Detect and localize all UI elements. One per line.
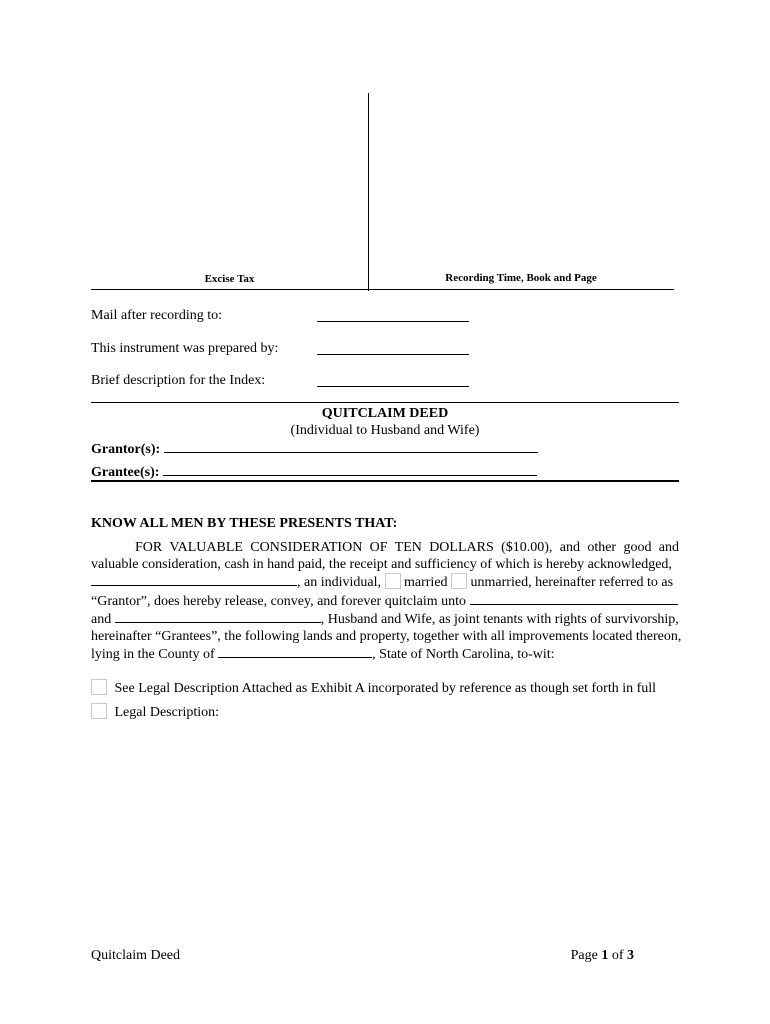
body-line-1: FOR VALUABLE CONSIDERATION OF TEN DOLLARS ($10.00), and other good and <box>135 540 679 555</box>
body-line-7 <box>91 645 679 664</box>
deed-subtitle: (Individual to Husband and Wife) <box>290 423 480 438</box>
index-blank[interactable] <box>317 386 469 387</box>
index-label: Brief description for the Index: <box>91 373 266 388</box>
grantor-blank[interactable] <box>164 440 538 453</box>
excise-tax-label: Excise Tax <box>204 273 255 285</box>
quitclaim-text: “Grantor”, does hereby release, convey, and forever quitclaim unto <box>91 593 466 609</box>
state-text: , State of North Carolina, to-wit: <box>372 647 555 662</box>
body-heading: KNOW ALL MEN BY THESE PRESENTS THAT: <box>91 516 398 531</box>
header-rule-left <box>91 289 369 290</box>
parties-rule <box>91 480 679 482</box>
grantee-2-blank[interactable] <box>115 610 321 623</box>
grantor-name-blank[interactable] <box>91 573 297 586</box>
header-divider <box>368 93 369 291</box>
exhibit-checkbox[interactable] <box>91 679 107 695</box>
body-paragraph <box>91 540 682 664</box>
body-line-5 <box>91 610 679 629</box>
married-checkbox[interactable] <box>385 573 401 589</box>
mail-blank[interactable] <box>317 321 469 322</box>
exhibit-text: See Legal Description Attached as Exhibit A incorporated by reference as though set forth in full <box>114 681 657 696</box>
prepared-label: This instrument was prepared by: <box>91 341 279 356</box>
exhibit-option <box>91 679 656 697</box>
recording-label: Recording Time, Book and Page <box>445 272 597 284</box>
page-prefix: Page <box>570 948 598 963</box>
grantee-row <box>91 463 537 481</box>
grantee-blank[interactable] <box>163 463 537 476</box>
legal-checkbox[interactable] <box>91 703 107 719</box>
married-text: married <box>404 575 448 590</box>
prepared-blank[interactable] <box>317 354 469 355</box>
unmarried-checkbox[interactable] <box>451 573 467 589</box>
section-rule <box>91 402 679 403</box>
grantor-label: Grantor(s): <box>91 442 161 457</box>
page-total: 3 <box>627 948 634 963</box>
body-line-2: valuable consideration, cash in hand paid, the receipt and sufficiency of which is hereby acknowledged, <box>91 556 672 572</box>
unmarried-text: unmarried, hereinafter referred to as <box>470 575 674 590</box>
page-number <box>571 948 634 964</box>
and-text: and <box>91 612 112 627</box>
body-line-3 <box>91 573 679 592</box>
header-rule-right <box>368 289 674 290</box>
grantee-1-blank[interactable] <box>470 592 678 605</box>
deed-title: QUITCLAIM DEED <box>321 406 449 421</box>
legal-option <box>91 703 219 721</box>
legal-text: Legal Description: <box>114 705 220 720</box>
grantor-row <box>91 440 538 458</box>
mail-label: Mail after recording to: <box>91 308 223 323</box>
county-text: lying in the County of <box>91 647 215 662</box>
page-current: 1 <box>601 948 609 963</box>
individual-text: , an individual, <box>297 575 381 590</box>
body-line-4 <box>91 592 679 611</box>
page-of: of <box>611 948 624 963</box>
grantee-label: Grantee(s): <box>91 465 160 480</box>
footer-title: Quitclaim Deed <box>91 948 181 963</box>
county-blank[interactable] <box>218 645 372 658</box>
body-line-6: hereinafter “Grantees”, the following lands and property, together with all improvements located thereon, <box>91 628 682 644</box>
husband-wife-text: , Husband and Wife, as joint tenants with rights of survivorship, <box>320 612 679 627</box>
